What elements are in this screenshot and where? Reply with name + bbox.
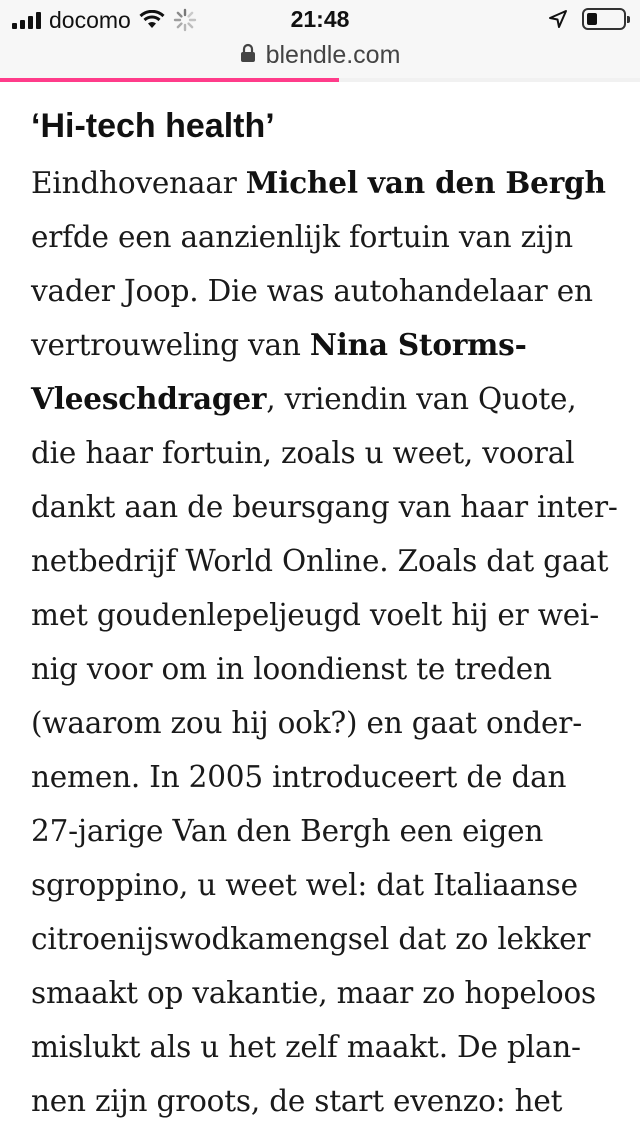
text-run: (waarom zou hij ook?) en gaat onder- [31,706,582,740]
article-line [31,318,613,372]
text-run: met goudenlepeljeugd voelt hij er wei- [31,598,600,632]
article-line [31,1074,613,1128]
lock-icon [240,41,256,70]
text-run: die haar fortuin, zoals u weet, vooral [31,436,575,470]
text-run: vertrouweling van [31,328,310,362]
article-line [31,642,613,696]
text-run: nig voor om in loondienst te treden [31,652,552,686]
text-run: mislukt als u het zelf maakt. De plan- [31,1030,581,1064]
text-run: nemen. In 2005 introduceert de dan [31,760,567,794]
article-body [31,96,618,1128]
text-run: vader Joop. Die was autohandelaar en [31,274,593,308]
text-run: netbedrijf World Online. Zoals dat gaat [31,544,609,578]
text-run: citroenijswodkamengsel dat zo lekker [31,922,591,956]
article-line [31,264,613,318]
article-heading: ‘Hi-tech health’ [31,107,275,145]
article-line [31,966,613,1020]
bold-name: Vleeschdrager [31,381,267,416]
article-line [31,156,613,210]
article-line [31,426,613,480]
text-run: smaakt op vakantie, maar zo hopeloos [31,976,596,1010]
article-line [31,858,613,912]
bold-name: Nina Storms- [309,327,527,362]
battery-icon [582,8,626,30]
article-line [31,696,613,750]
status-bar [0,0,640,40]
text-run: dankt aan de beursgang van haar inter- [31,490,618,524]
text-run: 27-jarige Van den Bergh een eigen [31,814,544,848]
article-line [31,912,613,966]
url-text: blendle.com [265,40,401,69]
location-arrow-icon [548,9,568,29]
text-run: sgroppino, u weet wel: dat Italiaanse [31,868,578,902]
reading-progress-fill [0,78,339,82]
article-line [31,1020,613,1074]
article-line [31,804,613,858]
article-line [31,210,613,264]
text-run: Eindhovenaar [31,166,246,200]
article-line [31,588,613,642]
browser-top-bar [0,0,640,80]
address-bar[interactable] [0,38,640,72]
text-run: nen zijn groots, de start evenzo: het [31,1084,563,1118]
carrier-name: docomo [49,6,131,33]
status-right-group [548,8,626,30]
article-line [31,480,618,534]
status-time: 21:48 [290,6,350,32]
article-line [31,372,613,426]
article-paragraph [31,156,618,1128]
reading-progress-bar [0,78,640,82]
bold-name: Michel van den Bergh [245,165,606,200]
battery-level-fill [587,13,597,25]
article-line [31,534,613,588]
text-run: , vriendin van Quote, [266,382,577,416]
article-line [31,750,613,804]
text-run: erfde een aanzienlijk fortuin van zijn [31,220,573,254]
